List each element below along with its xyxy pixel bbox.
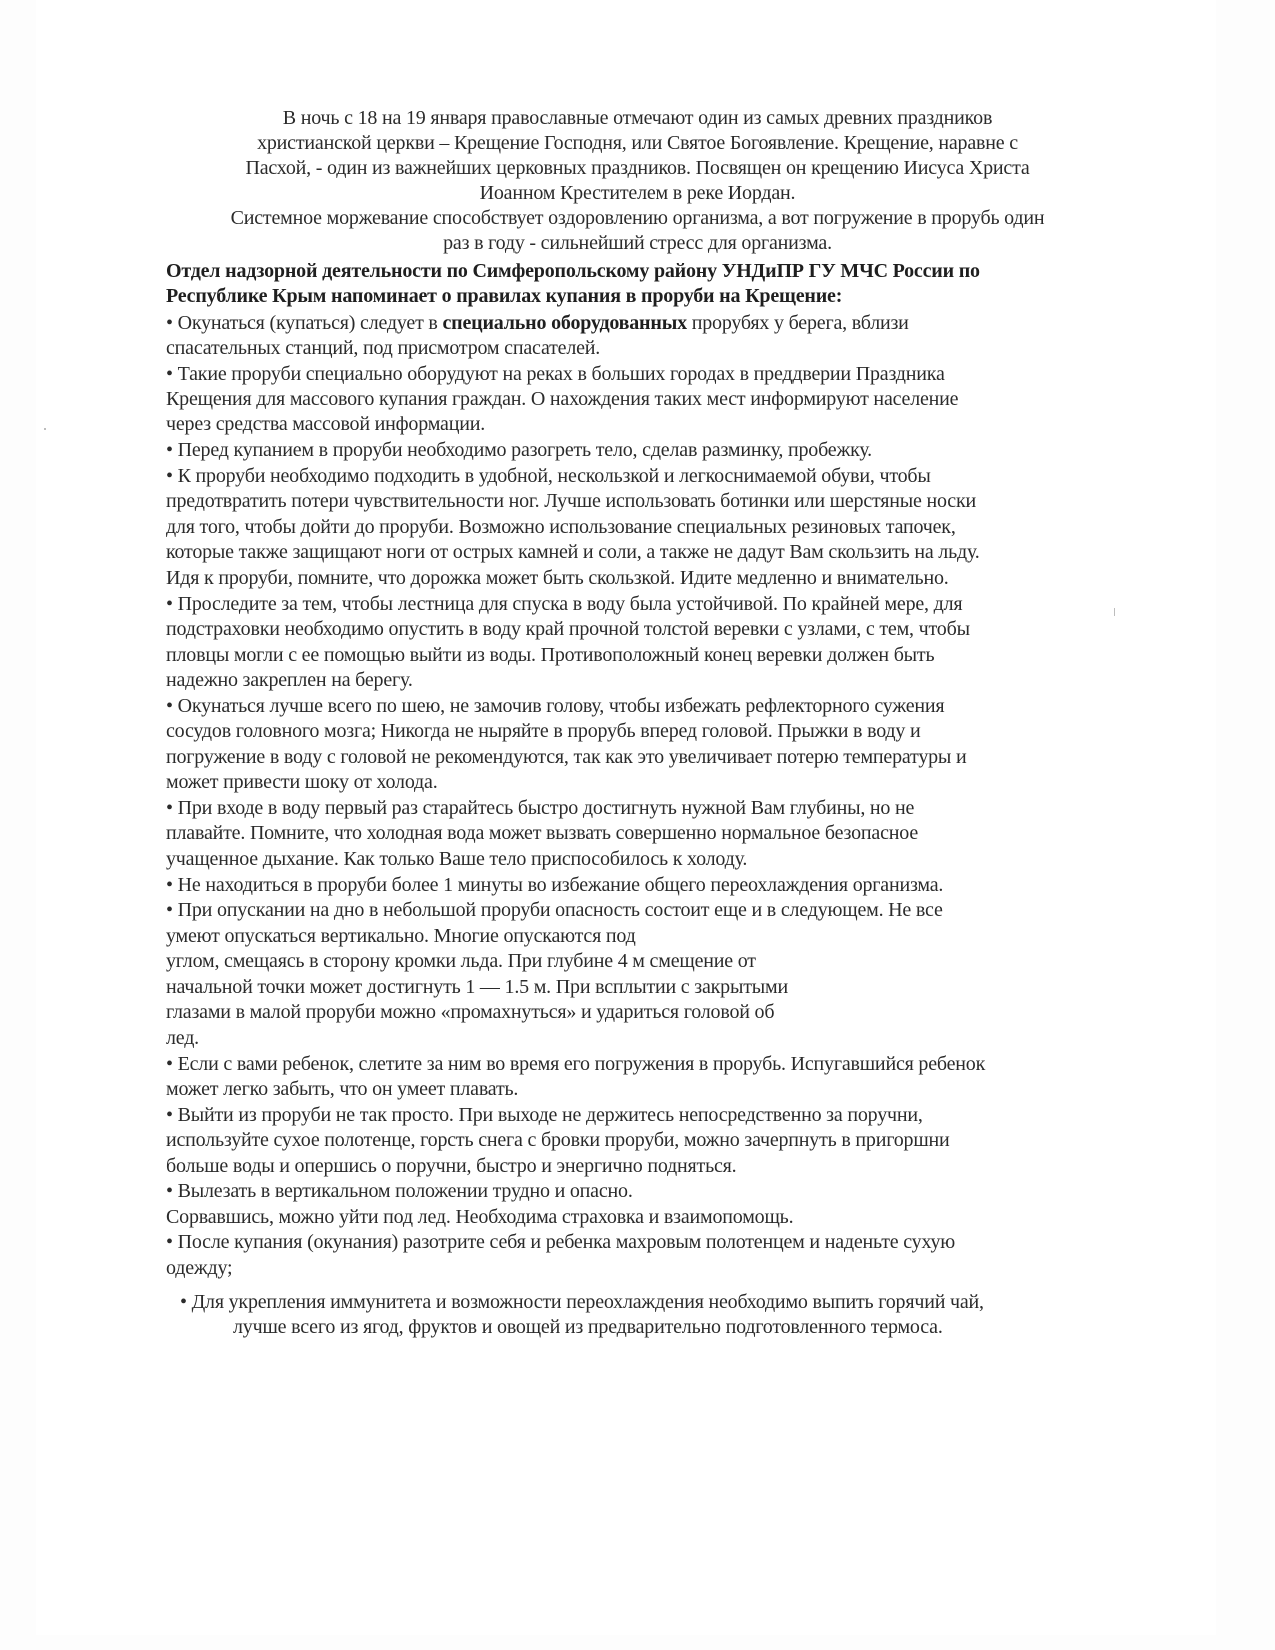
body-line: • Если с вами ребенок, слетите за ним во время его погружения в прорубь. Испугавшийся ребенок bbox=[166, 1053, 986, 1075]
body-line: умеют опускаться вертикально. Многие опускаются под bbox=[166, 925, 636, 947]
scan-speck bbox=[44, 428, 46, 430]
body-line: учащенное дыхание. Как только Ваше тело приспособилось к холоду. bbox=[166, 848, 748, 870]
notice-heading: Республике Крым напоминает о правилах купания в проруби на Крещение: bbox=[166, 285, 843, 307]
body-line: которые также защищают ноги от острых камней и соли, а также не дадут Вам скользить на льду. bbox=[166, 541, 980, 563]
body-line: • Окунаться лучше всего по шею, не замочив голову, чтобы избежать рефлекторного сужения bbox=[166, 695, 945, 717]
body-line: • Не находиться в проруби более 1 минуты во избежание общего переохлаждения организма. bbox=[166, 874, 944, 896]
body-line: • К проруби необходимо подходить в удобной, нескользкой и легкоснимаемой обуви, чтобы bbox=[166, 465, 931, 487]
body-line: через средства массовой информации. bbox=[166, 413, 486, 435]
body-line: надежно закреплен на берегу. bbox=[166, 669, 413, 691]
rule-line bbox=[166, 311, 909, 335]
body-line: Идя к проруби, помните, что дорожка может быть скользкой. Идите медленно и внимательно. bbox=[166, 567, 949, 589]
body-line: начальной точки может достигнуть 1 — 1.5 м. При всплытии с закрытыми bbox=[166, 976, 788, 998]
body-line: • После купания (окунания) разотрите себя и ребенка махровым полотенцем и наденьте сухую bbox=[166, 1231, 956, 1253]
intro-line: христианской церкви – Крещение Господня, или Святое Богоявление. Крещение, наравне с bbox=[257, 132, 1018, 154]
body-line: может легко забыть, что он умеет плавать. bbox=[166, 1078, 519, 1100]
body-line: • При входе в воду первый раз старайтесь быстро достигнуть нужной Вам глубины, но не bbox=[166, 797, 915, 819]
intro-line: раз в году - сильнейший стресс для организма. bbox=[443, 232, 832, 254]
body-line: • Выйти из проруби не так просто. При выходе не держитесь непосредственно за поручни, bbox=[166, 1104, 923, 1126]
rule-text: • Окунаться (купаться) следует в bbox=[166, 312, 443, 334]
intro-line: Иоанном Крестителем в реке Иордан. bbox=[479, 182, 796, 204]
intro-line: Системное моржевание способствует оздоровлению организма, а вот погружение в прорубь один bbox=[230, 207, 1045, 229]
body-line: для того, чтобы дойти до проруби. Возможно использование специальных резиновых тапочек, bbox=[166, 516, 956, 538]
rule-text: прорубях у берега, вблизи bbox=[686, 312, 909, 334]
body-line: • При опускании на дно в небольшой проруби опасность состоит еще и в следующем. Не все bbox=[166, 899, 943, 921]
body-line: погружение в воду с головой не рекомендуются, так как это увеличивает потерю температуры и bbox=[166, 746, 967, 768]
body-line: глазами в малой проруби можно «промахнуться» и удариться головой об bbox=[166, 1001, 775, 1023]
body-line: • Проследите за тем, чтобы лестница для спуска в воду была устойчивой. По крайней мере, для bbox=[166, 593, 963, 615]
final-line: • Для укрепления иммунитета и возможности переохлаждения необходимо выпить горячий чай, bbox=[180, 1291, 984, 1313]
body-line: Крещения для массового купания граждан. О нахождения таких мест информируют население bbox=[166, 388, 959, 410]
body-line: • Перед купанием в проруби необходимо разогреть тело, сделав разминку, пробежку. bbox=[166, 439, 872, 461]
body-line: одежду; bbox=[166, 1257, 233, 1279]
body-line: пловцы могли с ее помощью выйти из воды. Противоположный конец веревки должен быть bbox=[166, 644, 935, 666]
body-line: • Такие проруби специально оборудуют на реках в больших городах в преддверии Праздника bbox=[166, 363, 945, 385]
final-line: лучше всего из ягод, фруктов и овощей из предварительно подготовленного термоса. bbox=[233, 1316, 943, 1338]
body-line: лед. bbox=[166, 1027, 199, 1049]
body-line: может привести шоку от холода. bbox=[166, 771, 438, 793]
body-line: углом, смещаясь в сторону кромки льда. При глубине 4 м смещение от bbox=[166, 950, 756, 972]
rule-emphasis: специально оборудованных bbox=[442, 312, 687, 334]
body-line: предотвратить потери чувствительности ног. Лучше использовать ботинки или шерстяные носки bbox=[166, 490, 976, 512]
notice-heading: Отдел надзорной деятельности по Симферопольскому району УНДиПР ГУ МЧС России по bbox=[166, 260, 980, 282]
intro-line: Пасхой, - один из важнейших церковных праздников. Посвящен он крещению Иисуса Христа bbox=[245, 157, 1030, 179]
body-line: больше воды и опершись о поручни, быстро и энергично подняться. bbox=[166, 1155, 737, 1177]
rule-line: спасательных станций, под присмотром спасателей. bbox=[166, 337, 601, 359]
body-line: Сорвавшись, можно уйти под лед. Необходима страховка и взаимопомощь. bbox=[166, 1206, 794, 1228]
body-line: подстраховки необходимо опустить в воду край прочной толстой веревки с узлами, с тем, чтобы bbox=[166, 618, 970, 640]
body-line: сосудов головного мозга; Никогда не ныряйте в прорубь вперед головой. Прыжки в воду и bbox=[166, 720, 921, 742]
body-line: плавайте. Помните, что холодная вода может вызвать совершенно нормальное безопасное bbox=[166, 822, 919, 844]
body-line: • Вылезать в вертикальном положении трудно и опасно. bbox=[166, 1180, 633, 1202]
intro-line: В ночь с 18 на 19 января православные отмечают один из самых древних праздников bbox=[282, 107, 993, 129]
scan-speck bbox=[1114, 608, 1115, 616]
body-line: используйте сухое полотенце, горсть снега с бровки проруби, можно зачерпнуть в пригоршни bbox=[166, 1129, 950, 1151]
